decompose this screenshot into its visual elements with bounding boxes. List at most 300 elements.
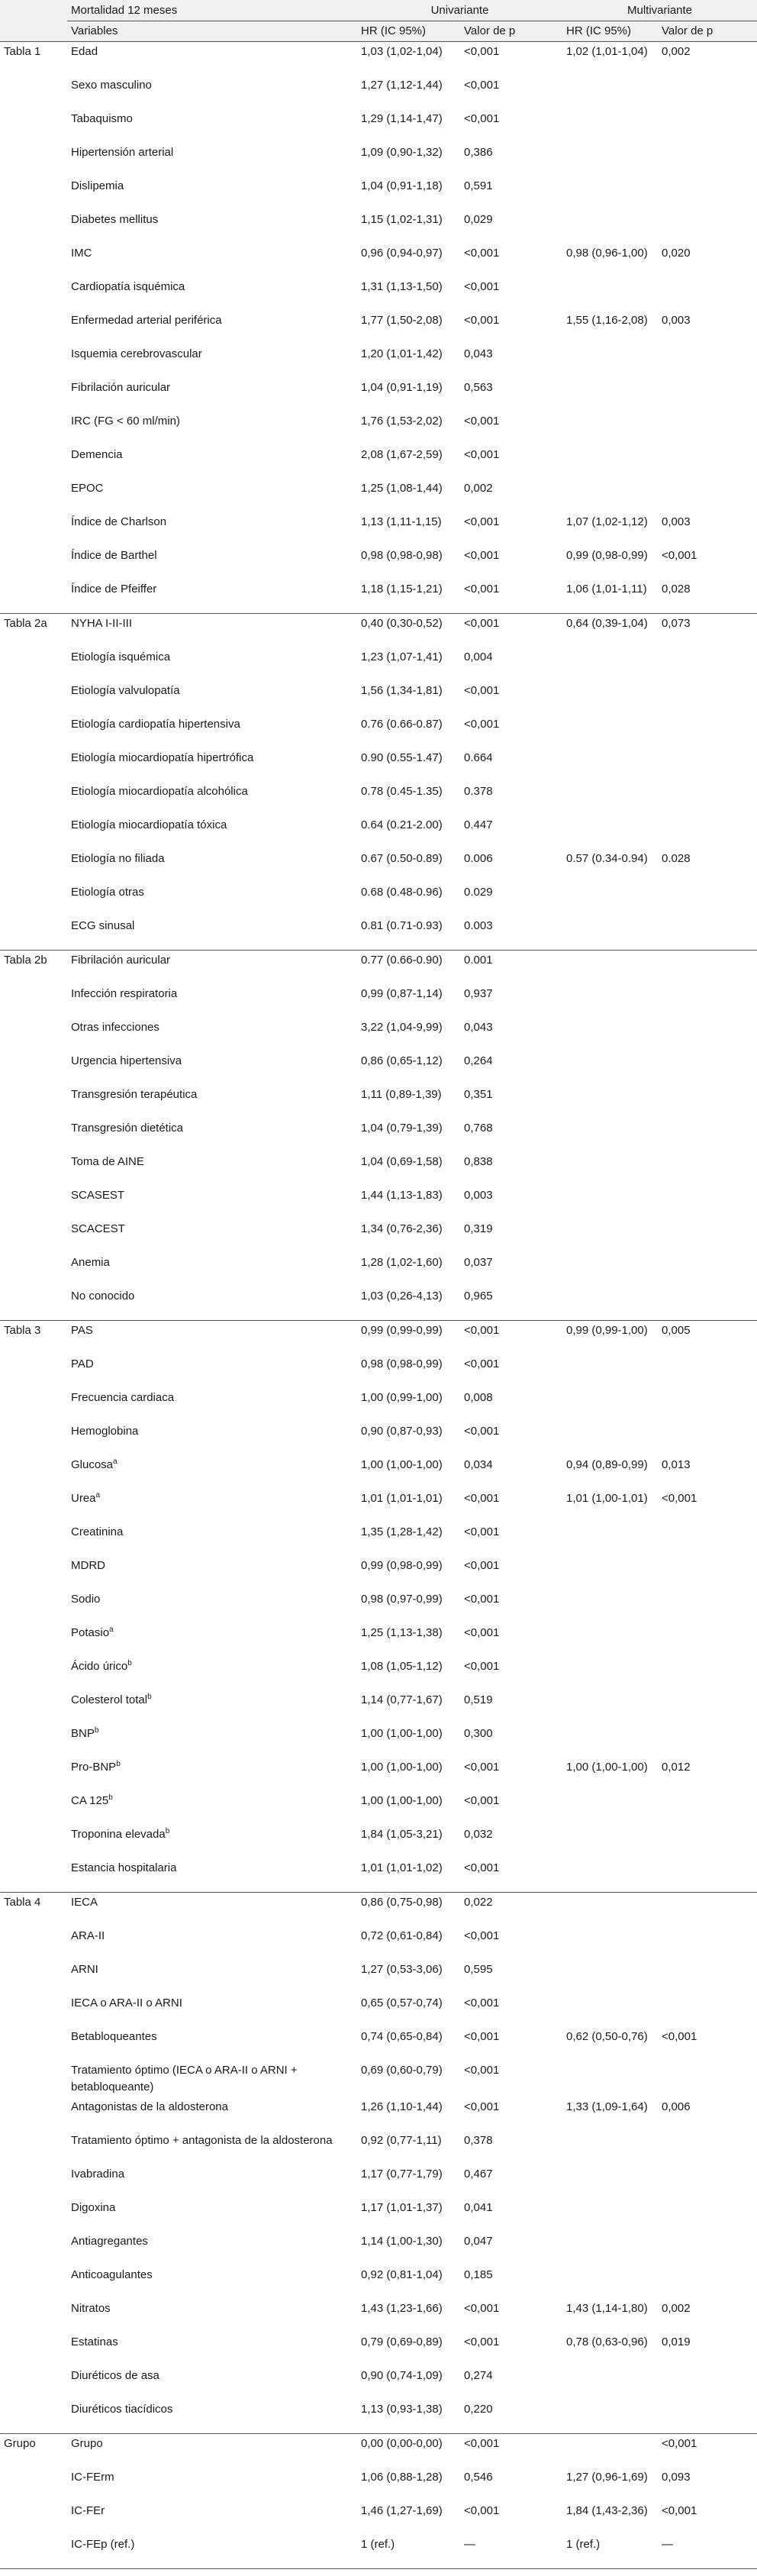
table-row [0, 2061, 757, 2097]
hr-univariante: 1,11 (0,89-1,39) [361, 1088, 442, 1101]
variable-text: Sodio [71, 1593, 101, 1606]
group-label [0, 244, 67, 277]
group-label [0, 916, 67, 951]
variable-text: Demencia [71, 448, 123, 461]
variable-text: Índice de Barthel [71, 549, 157, 562]
p-univariante: 0,519 [464, 1693, 493, 1706]
hr-multivariante [562, 748, 658, 782]
group-label [0, 2198, 67, 2232]
variable-name [67, 1286, 357, 1321]
table-row [0, 1119, 757, 1152]
group-label [0, 715, 67, 748]
hr-univariante: 1,27 (1,12-1,44) [361, 79, 443, 92]
hr-multivariante [562, 2198, 658, 2232]
variable-name [67, 479, 357, 512]
group-label [0, 1422, 67, 1455]
hr-univariante: 1,00 (1,00-1,00) [361, 1794, 443, 1807]
table-row [0, 2400, 757, 2434]
p-multivariante: 0,005 [658, 1321, 757, 1355]
group-label [0, 2535, 67, 2569]
variable-name [67, 2400, 357, 2434]
hr-multivariante [562, 782, 658, 815]
p-univariante: <0,001 [460, 1321, 562, 1355]
hr-multivariante: 0,64 (0,39-1,04) [562, 614, 658, 648]
variable-name [67, 1791, 357, 1825]
group-label [0, 849, 67, 883]
group-label [0, 445, 67, 479]
hr-univariante: 0,99 (0,98-0,99) [361, 1559, 443, 1572]
hr-univariante: 1,77 (1,50-2,08) [361, 314, 443, 327]
table-row [0, 1724, 757, 1758]
p-univariante: 0,300 [464, 1727, 493, 1740]
hr-multivariante [562, 1388, 658, 1422]
p-multivariante: 0,020 [662, 247, 691, 260]
hr-multivariante: 1,43 (1,14-1,80) [566, 2302, 648, 2315]
variable-name [67, 277, 357, 311]
footnote-marker: a [109, 1625, 114, 1634]
hr-multivariante [562, 1623, 658, 1657]
variable-text: IECA [71, 1896, 98, 1909]
p-multivariante: 0,003 [662, 314, 691, 327]
variable-text: Troponina elevada [71, 1828, 166, 1841]
group-label [0, 1758, 67, 1791]
table-row [0, 2164, 757, 2198]
hr-multivariante [562, 1657, 658, 1690]
table-row [0, 512, 757, 546]
p-multivariante [658, 1724, 757, 1758]
table-row [0, 614, 757, 648]
p-multivariante: 0,006 [662, 2100, 691, 2113]
variable-name [67, 1556, 357, 1590]
variable-text: Diuréticos tiacídicos [71, 2403, 173, 2416]
p-univariante: <0,001 [464, 45, 500, 58]
p-univariante: 0.029 [464, 886, 493, 899]
variable-text: ARA-II [71, 1929, 105, 1942]
table-row [0, 1422, 757, 1455]
p-univariante: 0,047 [464, 2235, 493, 2248]
table-body [0, 42, 757, 2569]
hr-multivariante [562, 2061, 658, 2097]
hr-univariante: 0.64 (0.21-2.00) [361, 818, 443, 831]
hr-multivariante: 1,02 (1,01-1,04) [566, 45, 648, 58]
variable-text: Nitratos [71, 2302, 111, 2315]
hr-univariante: 1,20 (1,01-1,42) [361, 347, 443, 360]
p-univariante: <0,001 [464, 684, 500, 697]
table-row [0, 1018, 757, 1051]
hr-univariante: 0,90 (0,74-1,09) [361, 2369, 443, 2382]
p-univariante: 0,351 [464, 1088, 493, 1101]
table-row [0, 2198, 757, 2232]
variable-name [67, 1690, 357, 1724]
variable-text: CA 125 [71, 1794, 109, 1807]
variable-name [67, 1219, 357, 1253]
hr-multivariante [562, 210, 658, 244]
hr-multivariante [562, 1724, 658, 1758]
footnote-marker: b [147, 1693, 152, 1701]
variable-name [67, 1253, 357, 1286]
variable-name [67, 1489, 357, 1522]
table-row [0, 344, 757, 378]
group-label [0, 782, 67, 815]
p-multivariante [658, 344, 757, 378]
variable-text: Isquemia cerebrovascular [71, 347, 202, 360]
group-label [0, 344, 67, 378]
p-multivariante: <0,001 [662, 1492, 697, 1505]
p-multivariante: 0,013 [662, 1458, 691, 1471]
p-multivariante [658, 277, 757, 311]
p-univariante: 0.664 [464, 751, 493, 764]
table-row [0, 579, 757, 614]
hr-multivariante [562, 2434, 658, 2468]
hr-univariante: 1,15 (1,02-1,31) [361, 213, 443, 226]
table-row [0, 42, 757, 76]
p-multivariante [658, 681, 757, 715]
table-row [0, 244, 757, 277]
variable-text: Otras infecciones [71, 1021, 159, 1034]
hr-multivariante [562, 1825, 658, 1858]
p-univariante: <0,001 [464, 2100, 500, 2113]
p-multivariante: 0,028 [662, 583, 691, 596]
hr-multivariante [562, 76, 658, 109]
table-row [0, 1858, 757, 1893]
header-hr-univariante: HR (IC 95%) [357, 21, 460, 42]
variable-text: Sexo masculino [71, 79, 152, 92]
hr-univariante: 1,03 (0,26-4,13) [361, 1290, 443, 1303]
hr-multivariante [562, 1791, 658, 1825]
p-multivariante: <0,001 [662, 2030, 697, 2043]
group-label [0, 479, 67, 512]
variable-text: IMC [71, 247, 92, 260]
p-univariante: 0,004 [464, 650, 493, 663]
table-row [0, 479, 757, 512]
group-label [0, 1388, 67, 1422]
group-label [0, 1489, 67, 1522]
table-row [0, 2468, 757, 2501]
footnote-marker: a [95, 1491, 101, 1499]
hr-multivariante [562, 1422, 658, 1455]
table-row [0, 1354, 757, 1388]
group-label [0, 2097, 67, 2131]
variable-name [67, 2164, 357, 2198]
variable-name [67, 1388, 357, 1422]
variable-text: Etiología otras [71, 886, 144, 899]
group-label [0, 1858, 67, 1893]
group-label: Tabla 2a [0, 614, 67, 648]
hr-univariante: 0.81 (0.71-0.93) [361, 919, 443, 932]
hr-univariante: 1,00 (0,99-1,00) [361, 1391, 443, 1404]
hr-multivariante [562, 1893, 658, 1927]
p-multivariante [658, 1286, 757, 1321]
hr-univariante: 1,29 (1,14-1,47) [361, 112, 443, 125]
table-row [0, 2366, 757, 2400]
variable-text: Etiología no filiada [71, 852, 165, 865]
p-multivariante: <0,001 [662, 549, 697, 562]
hr-univariante: 1,17 (1,01-1,37) [361, 2201, 443, 2214]
p-univariante: <0,001 [464, 2302, 500, 2315]
p-univariante: 0,768 [464, 1122, 493, 1135]
hr-multivariante: 1,27 (0,96-1,69) [566, 2471, 648, 2484]
hr-multivariante [562, 1253, 658, 1286]
p-multivariante: 0,073 [658, 614, 757, 648]
variable-name [67, 1590, 357, 1623]
variable-name [67, 76, 357, 109]
variable-name [67, 2265, 357, 2299]
p-multivariante: 0.028 [662, 852, 691, 865]
hr-multivariante [562, 1858, 658, 1893]
table-row [0, 2501, 757, 2535]
group-label [0, 1657, 67, 1690]
hr-multivariante [562, 1051, 658, 1085]
variable-text: Ácido úrico [71, 1660, 128, 1673]
variable-name [67, 210, 357, 244]
p-univariante: 0,032 [464, 1828, 493, 1841]
hr-univariante: 0,99 (0,99-0,99) [357, 1321, 460, 1355]
table-row [0, 1085, 757, 1119]
hr-univariante: 1,09 (0,90-1,32) [361, 146, 443, 159]
hr-univariante: 1,04 (0,79-1,39) [361, 1122, 443, 1135]
variable-name [67, 984, 357, 1018]
group-label [0, 2061, 67, 2097]
hr-univariante: 1,17 (0,77-1,79) [361, 2168, 443, 2181]
p-multivariante [658, 815, 757, 849]
p-multivariante [658, 1085, 757, 1119]
variable-name [67, 2468, 357, 2501]
variable-name [67, 782, 357, 815]
p-multivariante [658, 479, 757, 512]
hr-multivariante [562, 445, 658, 479]
variable-text: Diabetes mellitus [71, 213, 159, 226]
variable-name [67, 2027, 357, 2061]
p-multivariante: 0,003 [662, 515, 691, 528]
variable-text: Anemia [71, 1256, 110, 1269]
variable-text: NYHA I-II-III [71, 617, 133, 630]
header-p-univariante: Valor de p [460, 21, 562, 42]
group-label [0, 412, 67, 445]
variable-name [67, 1321, 357, 1355]
hr-multivariante: 0,99 (0,98-0,99) [566, 549, 648, 562]
variable-name [67, 412, 357, 445]
p-univariante: 0,965 [464, 1290, 493, 1303]
variable-name [67, 1455, 357, 1489]
group-label [0, 1354, 67, 1388]
hr-univariante: 1,25 (1,08-1,44) [361, 482, 443, 495]
group-label [0, 2366, 67, 2400]
variable-text: Betabloqueantes [71, 2030, 157, 2043]
variable-text: Grupo [71, 2437, 103, 2450]
variable-name [67, 378, 357, 412]
table-row [0, 1623, 757, 1657]
variable-name [67, 512, 357, 546]
p-univariante: <0,001 [464, 1997, 500, 2009]
hr-multivariante [562, 883, 658, 916]
hr-univariante: 1,13 (1,11-1,15) [361, 515, 442, 528]
group-label: Tabla 1 [4, 45, 41, 58]
group-label [0, 76, 67, 109]
hr-multivariante: 1,84 (1,43-2,36) [566, 2504, 648, 2517]
footnote-marker: b [108, 1793, 113, 1802]
hr-univariante: 1,06 (0,88-1,28) [361, 2471, 443, 2484]
group-label [0, 1522, 67, 1556]
hr-univariante: 1,46 (1,27-1,69) [361, 2504, 443, 2517]
hr-multivariante [562, 647, 658, 681]
p-multivariante [658, 2164, 757, 2198]
variable-name [67, 1354, 357, 1388]
p-multivariante [658, 748, 757, 782]
variable-text: Potasio [71, 1626, 110, 1639]
hr-univariante: 1,35 (1,28-1,42) [361, 1525, 443, 1538]
hr-multivariante [562, 1018, 658, 1051]
hr-univariante: 1,01 (1,01-1,01) [361, 1492, 443, 1505]
p-multivariante: 0,012 [662, 1761, 691, 1774]
variable-text: Antagonistas de la aldosterona [71, 2100, 228, 2113]
variable-text: Infección respiratoria [71, 987, 178, 1000]
table-row [0, 176, 757, 210]
hr-univariante: 0,98 (0,98-0,99) [361, 1357, 443, 1370]
hr-multivariante: 0,62 (0,50-0,76) [566, 2030, 648, 2043]
p-univariante: <0,001 [464, 2030, 500, 2043]
group-label [0, 1825, 67, 1858]
p-multivariante [658, 412, 757, 445]
variable-name [67, 2097, 357, 2131]
table-row [0, 210, 757, 244]
hr-univariante: 0,86 (0,65-1,12) [361, 1054, 443, 1067]
table-row [0, 2434, 757, 2468]
p-univariante: 0.378 [464, 785, 493, 798]
table-row [0, 2265, 757, 2299]
footnote-marker: b [165, 1827, 170, 1835]
table-row [0, 647, 757, 681]
p-multivariante [658, 76, 757, 109]
hr-multivariante [562, 1522, 658, 1556]
variable-name [67, 1758, 357, 1791]
table-row [0, 748, 757, 782]
hr-multivariante [562, 2232, 658, 2265]
table-row [0, 109, 757, 143]
group-label: Tabla 3 [0, 1321, 67, 1355]
variable-name [67, 849, 357, 883]
variable-name [67, 2501, 357, 2535]
hr-multivariante [562, 1219, 658, 1253]
variable-text: Etiología miocardiopatía tóxica [71, 818, 227, 831]
p-univariante: 0,185 [464, 2268, 493, 2281]
p-univariante: <0,001 [460, 614, 562, 648]
variable-text: Tratamiento óptimo + antagonista de la aldosterona [71, 2134, 333, 2147]
group-label [0, 143, 67, 176]
table-row [0, 1960, 757, 1993]
variable-text: EPOC [71, 482, 104, 495]
table-row [0, 815, 757, 849]
hr-multivariante [562, 2400, 658, 2434]
header-univariante: Univariante [357, 0, 562, 21]
p-univariante: 0,319 [464, 1222, 493, 1235]
p-univariante: <0,001 [464, 1525, 500, 1538]
group-label [0, 1152, 67, 1186]
p-univariante: <0,001 [464, 415, 500, 428]
variable-name [67, 1960, 357, 1993]
hr-univariante: 1,04 (0,91-1,19) [361, 381, 443, 394]
table-row [0, 445, 757, 479]
table-row [0, 2535, 757, 2569]
hr-univariante: 0,98 (0,98-0,98) [361, 549, 443, 562]
p-univariante: <0,001 [464, 2504, 500, 2517]
hr-multivariante [562, 412, 658, 445]
p-multivariante: 0,002 [662, 2302, 691, 2315]
hr-multivariante [562, 1186, 658, 1219]
p-multivariante [658, 715, 757, 748]
group-label [0, 1623, 67, 1657]
p-univariante: <0,001 [464, 1425, 500, 1438]
table-row [0, 1993, 757, 2027]
p-multivariante [658, 176, 757, 210]
p-multivariante [658, 2131, 757, 2164]
p-multivariante [658, 1657, 757, 1690]
table-row [0, 1455, 757, 1489]
p-multivariante [658, 2232, 757, 2265]
hr-multivariante [562, 378, 658, 412]
table-row [0, 76, 757, 109]
footnote-marker: b [127, 1659, 132, 1667]
variable-name [67, 42, 357, 76]
table-row [0, 1489, 757, 1522]
group-label [0, 2164, 67, 2198]
p-univariante: <0,001 [464, 1593, 500, 1606]
p-univariante: 0,029 [464, 213, 493, 226]
p-multivariante [658, 916, 757, 951]
p-multivariante [658, 782, 757, 815]
hr-multivariante [562, 2265, 658, 2299]
hr-univariante: 0,86 (0,75-0,98) [357, 1893, 460, 1927]
p-univariante: 0,022 [460, 1893, 562, 1927]
table-row [0, 2332, 757, 2366]
hr-multivariante [562, 916, 658, 951]
variable-name [67, 2366, 357, 2400]
p-univariante: — [460, 2535, 562, 2569]
variable-text: SCACEST [71, 1222, 125, 1235]
table-row [0, 1321, 757, 1355]
group-label [0, 1960, 67, 1993]
p-univariante: 0.006 [464, 852, 493, 865]
p-multivariante [658, 951, 757, 985]
p-univariante: 0,563 [464, 381, 493, 394]
group-label [0, 1051, 67, 1085]
p-multivariante [658, 445, 757, 479]
variable-text: Fibrilación auricular [71, 954, 171, 967]
variable-text: Transgresión terapéutica [71, 1088, 198, 1101]
hr-univariante: 1,27 (0,53-3,06) [361, 1963, 443, 1976]
hr-multivariante [562, 344, 658, 378]
p-multivariante [658, 1590, 757, 1623]
p-multivariante [658, 1388, 757, 1422]
variable-text: Hemoglobina [71, 1425, 139, 1438]
group-label: Tabla 2b [0, 951, 67, 985]
variable-name [67, 1018, 357, 1051]
table-row [0, 1926, 757, 1960]
variable-text: IC-FErm [71, 2471, 114, 2484]
variable-text: MDRD [71, 1559, 105, 1572]
p-univariante: <0,001 [464, 2336, 500, 2348]
p-multivariante [658, 1993, 757, 2027]
hr-univariante: 0,99 (0,87-1,14) [361, 987, 443, 1000]
variable-name [67, 1657, 357, 1690]
p-multivariante [658, 1522, 757, 1556]
hr-multivariante: 1,55 (1,16-2,08) [566, 314, 648, 327]
variable-text: Toma de AINE [71, 1155, 144, 1168]
table-row [0, 782, 757, 815]
table-row [0, 1657, 757, 1690]
hr-multivariante: 0,78 (0,63-0,96) [566, 2336, 648, 2348]
table-row [0, 1791, 757, 1825]
hr-univariante: 0,72 (0,61-0,84) [361, 1929, 443, 1942]
